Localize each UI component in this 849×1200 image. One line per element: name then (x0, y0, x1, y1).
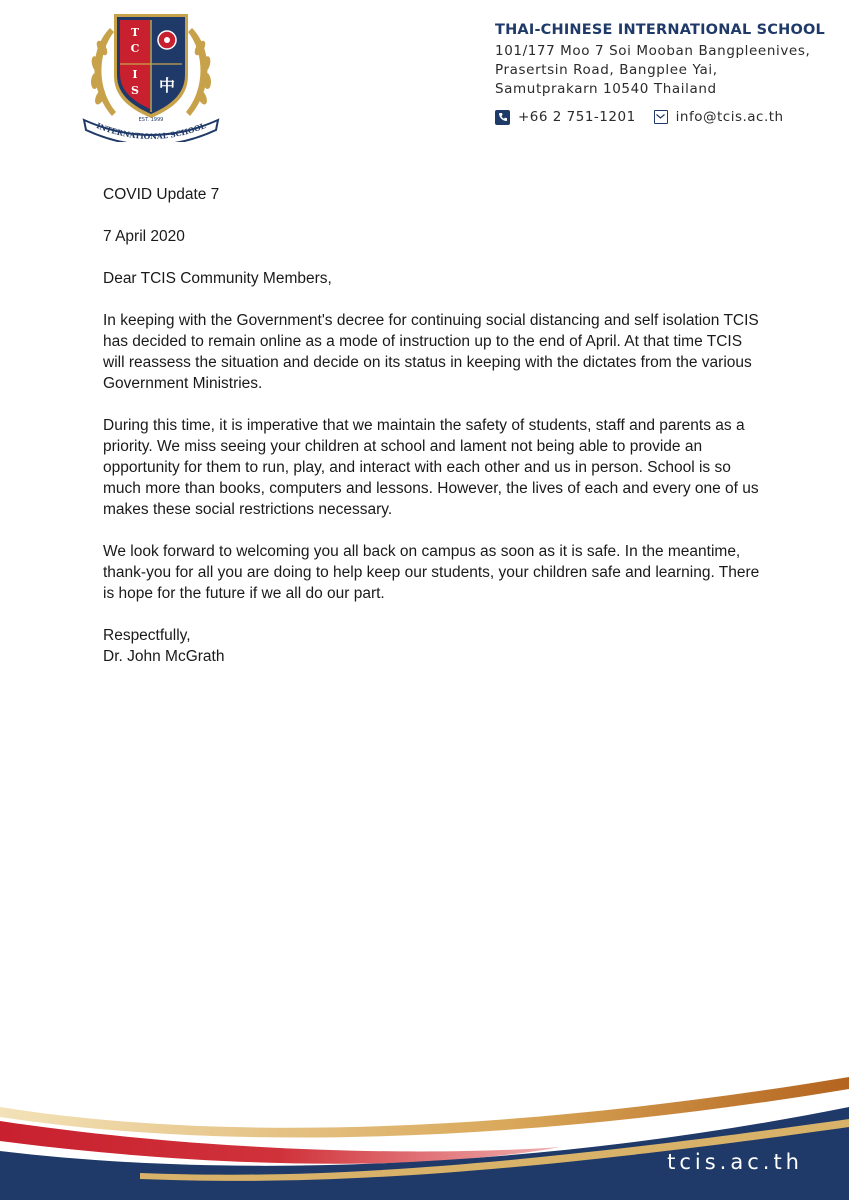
letter-paragraph: In keeping with the Government's decree for continuing social distancing and self isolation TCIS has decided to remain online as a mode of instruction up to the end of April. At that time TCIS will reassess the situation and decide on its status in keeping with the dictates from the various Government Ministries. (103, 312, 759, 392)
letter-body (103, 184, 763, 667)
logo-est: EST. 1999 (138, 117, 164, 123)
school-letterhead (495, 22, 835, 125)
phone-icon (495, 110, 510, 125)
letter-paragraph: During this time, it is imperative that we maintain the safety of students, staff and parents as a priority. We miss seeing your children at school and lament not being able to provide an opportunity for them to run, play, and interact with each other and us in person. School is so much more than books, computers and lessons. However, the lives of each and every one of us makes these social restrictions necessary. (103, 417, 759, 518)
footer-wave (0, 1055, 849, 1200)
phone-number: +66 2 751-1201 (518, 109, 636, 125)
letter-paragraph: We look forward to welcoming you all back on campus as soon as it is safe. In the meantime, thank-you for all you are doing to help keep our students, your children safe and learning. There is hope for the future if we all do our part. (103, 543, 760, 602)
logo-ribbon-text: INTERNATIONAL SCHOOL (95, 121, 207, 142)
address-line: Samutprakarn 10540 Thailand (495, 81, 717, 97)
logo-letter: S (131, 84, 139, 97)
logo-letter: T (130, 26, 140, 39)
contact-row (495, 109, 835, 125)
school-logo (80, 8, 222, 142)
letter-salutation: Dear TCIS Community Members, (103, 270, 332, 287)
address-line: 101/177 Moo 7 Soi Mooban Bangpleenives, (495, 43, 811, 59)
email-icon (654, 110, 668, 124)
shield-icon (114, 14, 188, 118)
school-name: THAI-CHINESE INTERNATIONAL SCHOOL (495, 22, 825, 38)
letter-closing: Respectfully, (103, 627, 191, 644)
letter-subject: COVID Update 7 (103, 186, 220, 203)
footer-website: tcis.ac.th (667, 1150, 803, 1174)
letter-signatory: Dr. John McGrath (103, 648, 225, 665)
logo-letter: 中 (158, 76, 176, 95)
address-line: Prasertsin Road, Bangplee Yai, (495, 62, 718, 78)
letter-date: 7 April 2020 (103, 228, 185, 245)
logo-letter: I (132, 68, 138, 81)
logo-letter: C (130, 42, 140, 55)
email-address: info@tcis.ac.th (675, 109, 784, 125)
school-address (495, 42, 835, 99)
